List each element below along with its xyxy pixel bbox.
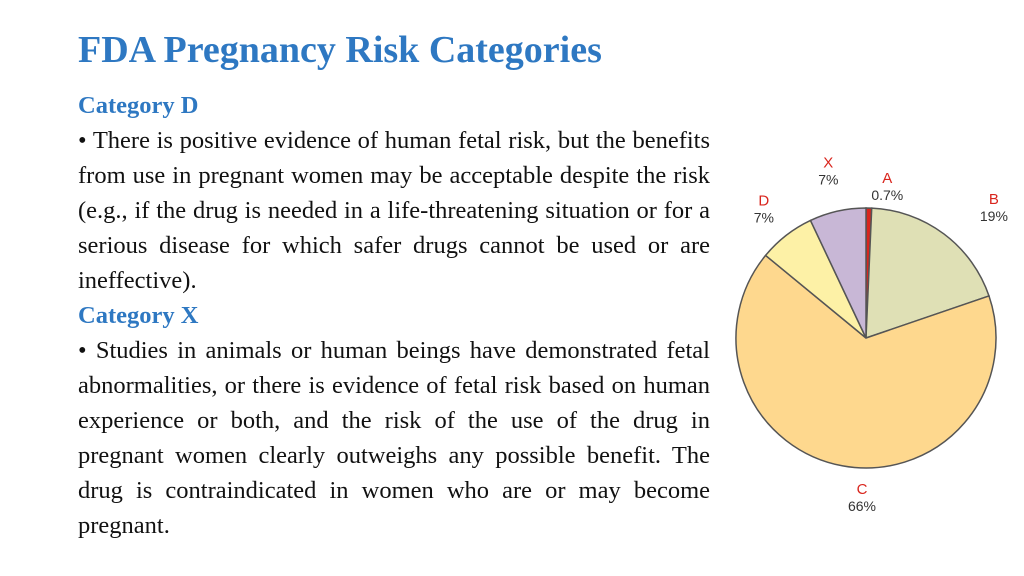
text-column (78, 88, 710, 543)
slice-label-b: B (988, 190, 999, 208)
slice-value-x: 7% (818, 171, 839, 188)
category-d-heading: Category D (78, 92, 199, 119)
category-x-text: • Studies in animals or human beings have demonstrated fetal abnormalities, or there is evidence of fetal risk based on human experience or both, and the risk of the use of the drug in pregnant women clearly outweighs any possible benefit. The drug is contraindicated in women who are or may become pregnant. (78, 337, 710, 539)
category-d-text: • There is positive evidence of human fetal risk, but the benefits from use in pregnant women may be acceptable despite the risk (e.g., if the drug is needed in a life-threatening situation or for a serious disease for which safer drugs cannot be used or are ineffective). (78, 127, 710, 294)
slice-label-a: A (882, 170, 893, 188)
page-title: FDA Pregnancy Risk Categories (78, 29, 602, 71)
slice-value-a: 0.7% (871, 187, 904, 204)
risk-category-pie-chart (720, 140, 1020, 540)
slice-label-d: D (758, 192, 770, 210)
slice-value-b: 19% (979, 207, 1008, 224)
slice-value-d: 7% (753, 209, 774, 226)
slice-value-c: 66% (847, 498, 877, 514)
category-x-heading: Category X (78, 302, 199, 329)
slice-label-c: C (856, 481, 868, 498)
slice-label-x: X (823, 154, 834, 172)
